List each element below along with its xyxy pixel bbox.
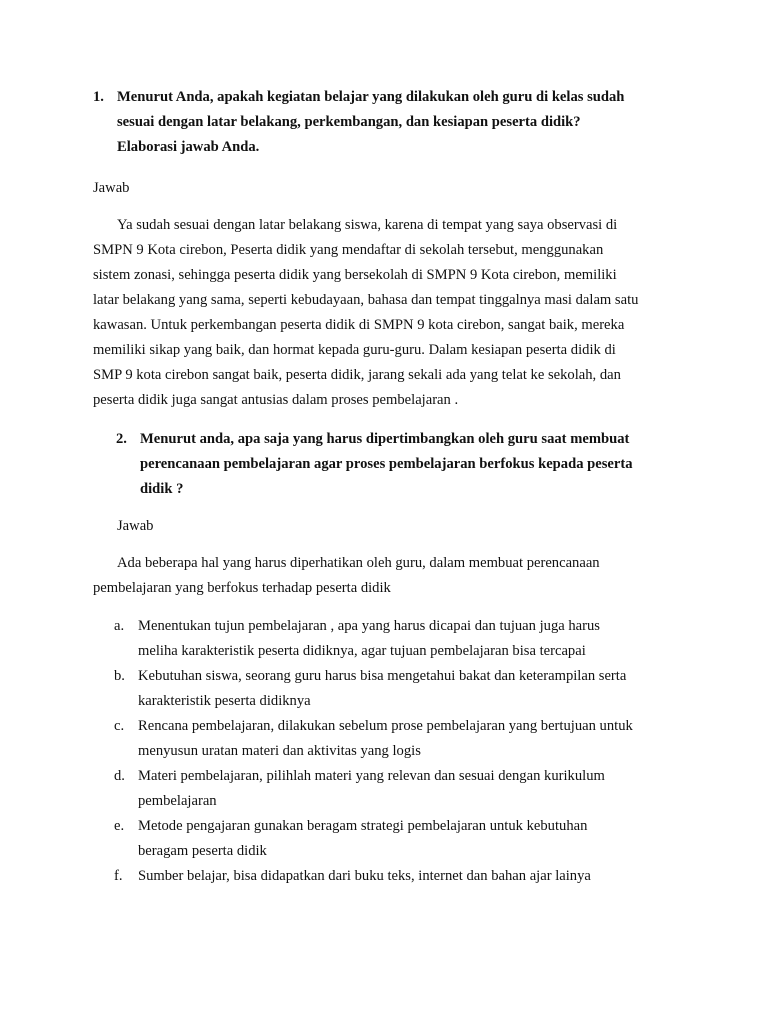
question-2-line: Menurut anda, apa saja yang harus dipertimbangkan oleh guru saat membuat [140,431,630,447]
list-item [114,814,678,864]
answer-1-line: peserta didik juga sangat antusias dalam proses pembelajaran . [93,392,459,408]
list-item-marker: e. [114,818,125,834]
list-item [114,764,678,814]
answer-2-list [114,614,678,889]
list-item-line: Materi pembelajaran, pilihlah materi yang relevan dan sesuai dengan kurikulum [138,768,605,784]
answer-1-line: SMPN 9 Kota cirebon, Peserta didik yang mendaftar di sekolah tersebut, menggunakan [93,242,604,258]
question-2 [116,427,680,502]
answer-2-label: Jawab [117,518,154,534]
question-1-line: sesuai dengan latar belakang, perkembangan, dan kesiapan peserta didik? [117,114,581,130]
list-item-marker: a. [114,618,125,634]
answer-2-intro-line: pembelajaran yang berfokus terhadap peserta didik [93,580,391,596]
list-item-line: menyusun uratan materi dan aktivitas yang logis [138,743,421,759]
question-2-number: 2. [116,431,127,447]
list-item-marker: d. [114,768,125,784]
question-1-line: Menurut Anda, apakah kegiatan belajar yang dilakukan oleh guru di kelas sudah [117,89,625,105]
list-item-line: Sumber belajar, bisa didapatkan dari buku teks, internet dan bahan ajar lainya [138,868,591,884]
answer-2-intro-line: Ada beberapa hal yang harus diperhatikan oleh guru, dalam membuat perencanaan [117,555,600,571]
list-item [114,664,678,714]
list-item-marker: c. [114,718,125,734]
list-item-line: pembelajaran [138,793,217,809]
answer-1-line: SMP 9 kota cirebon sangat baik, peserta didik, jarang sekali ada yang telat ke sekolah, dan [93,367,621,383]
list-item [114,614,678,664]
answer-2-intro [93,551,673,601]
list-item-marker: b. [114,668,125,684]
question-1 [93,85,677,160]
list-item [114,714,678,764]
list-item-marker: f. [114,868,123,884]
answer-1-line: kawasan. Untuk perkembangan peserta didik di SMPN 9 kota cirebon, sangat baik, mereka [93,317,625,333]
list-item-line: Metode pengajaran gunakan beragam strategi pembelajaran untuk kebutuhan [138,818,588,834]
question-2-line: didik ? [140,481,184,497]
question-1-line: Elaborasi jawab Anda. [117,139,260,155]
question-1-number: 1. [93,89,104,105]
answer-1-line: sistem zonasi, sehingga peserta didik yang bersekolah di SMPN 9 Kota cirebon, memiliki [93,267,617,283]
answer-1-line: latar belakang yang sama, seperti kebudayaan, bahasa dan tempat tinggalnya masi dalam satu [93,292,639,308]
list-item-line: karakteristik peserta didiknya [138,693,311,709]
list-item-line: Rencana pembelajaran, dilakukan sebelum prose pembelajaran yang bertujuan untuk [138,718,633,734]
answer-1-label: Jawab [93,180,130,196]
question-2-line: perencanaan pembelajaran agar proses pembelajaran berfokus kepada peserta [140,456,633,472]
answer-1-paragraph [93,213,673,413]
list-item-line: meliha karakteristik peserta didiknya, agar tujuan pembelajaran bisa tercapai [138,643,586,659]
list-item-line: beragam peserta didik [138,843,267,859]
list-item-line: Kebutuhan siswa, seorang guru harus bisa mengetahui bakat dan keterampilan serta [138,668,627,684]
answer-1-line: Ya sudah sesuai dengan latar belakang siswa, karena di tempat yang saya observasi di [117,217,618,233]
list-item [114,864,678,889]
answer-1-line: memiliki sikap yang baik, dan hormat kepada guru-guru. Dalam kesiapan peserta didik di [93,342,616,358]
list-item-line: Menentukan tujun pembelajaran , apa yang harus dicapai dan tujuan juga harus [138,618,600,634]
